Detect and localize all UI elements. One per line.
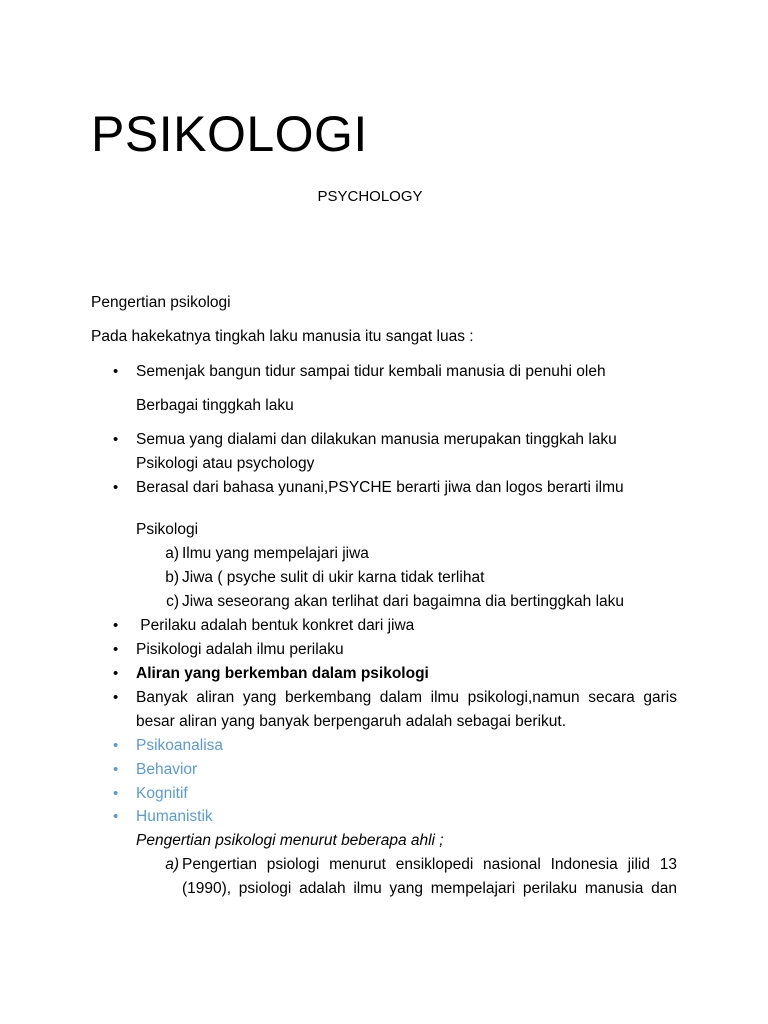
list-item-continuation: besar aliran yang banyak berpengaruh adalah sebagai berikut. bbox=[136, 713, 566, 730]
bullet-marker: • bbox=[113, 617, 119, 634]
list-item-continuation: Psikologi bbox=[136, 521, 199, 538]
bullet-marker: • bbox=[113, 665, 119, 682]
sub-list-item: Ilmu yang mempelajari jiwa bbox=[182, 545, 369, 562]
justified-line: (1990), psiologi adalah ilmu yang mempelajari perilaku manusia dan bbox=[182, 880, 677, 897]
sub-list-item: Jiwa ( psyche sulit di ukir karna tidak terlihat bbox=[182, 569, 485, 586]
list-item-blue: Behavior bbox=[136, 761, 198, 778]
list-item: Perilaku adalah bentuk konkret dari jiwa bbox=[136, 617, 415, 634]
justified-line: Banyak aliran yang berkembang dalam ilmu psikologi,namun secara garis bbox=[136, 689, 677, 706]
sub-list-item: Jiwa seseorang akan terlihat dari bagaimna dia bertinggkah laku bbox=[182, 593, 625, 610]
page-subtitle: PSYCHOLOGY bbox=[317, 188, 423, 205]
list-item-blue: Kognitif bbox=[136, 785, 188, 802]
definition-line bbox=[182, 853, 677, 877]
list-item: Pisikologi adalah ilmu perilaku bbox=[136, 641, 344, 658]
list-item-continuation: Berbagai tinggkah laku bbox=[136, 397, 294, 414]
bullet-marker: • bbox=[113, 808, 119, 825]
bullet-marker: • bbox=[113, 761, 119, 778]
list-item: Berasal dari bahasa yunani,PSYCHE berarti jiwa dan logos berarti ilmu bbox=[136, 479, 624, 496]
bullet-marker: • bbox=[113, 363, 119, 380]
bullet-marker: • bbox=[113, 785, 119, 802]
list-item-bold: Aliran yang berkemban dalam psikologi bbox=[136, 665, 429, 682]
section-heading: Pengertian psikologi bbox=[91, 294, 231, 311]
bullet-marker: • bbox=[113, 737, 119, 754]
list-item-continuation: Psikologi atau psychology bbox=[136, 455, 315, 472]
definition-line bbox=[182, 877, 677, 901]
list-item-blue: Humanistik bbox=[136, 808, 213, 825]
sub-list-marker: b) bbox=[165, 569, 179, 586]
list-item: Semenjak bangun tidur sampai tidur kembali manusia di penuhi oleh bbox=[136, 363, 606, 380]
sub-list-marker: c) bbox=[166, 593, 179, 610]
list-item-justified bbox=[136, 686, 677, 710]
intro-paragraph: Pada hakekatnya tingkah laku manusia itu sangat luas : bbox=[91, 328, 474, 345]
list-item-blue: Psikoanalisa bbox=[136, 737, 224, 754]
list-item: Semua yang dialami dan dilakukan manusia merupakan tinggkah laku bbox=[136, 431, 617, 448]
experts-heading: Pengertian psikologi menurut beberapa ahli ; bbox=[136, 832, 444, 849]
bullet-marker: • bbox=[113, 689, 119, 706]
bullet-marker: • bbox=[113, 479, 119, 496]
bullet-marker: • bbox=[113, 431, 119, 448]
justified-line: Pengertian psiologi menurut ensiklopedi nasional Indonesia jilid 13 bbox=[182, 856, 677, 873]
sub-list-marker: a) bbox=[165, 545, 179, 562]
bullet-marker: • bbox=[113, 641, 119, 658]
definition-marker: a) bbox=[165, 856, 179, 873]
page-title: PSIKOLOGI bbox=[91, 106, 368, 162]
